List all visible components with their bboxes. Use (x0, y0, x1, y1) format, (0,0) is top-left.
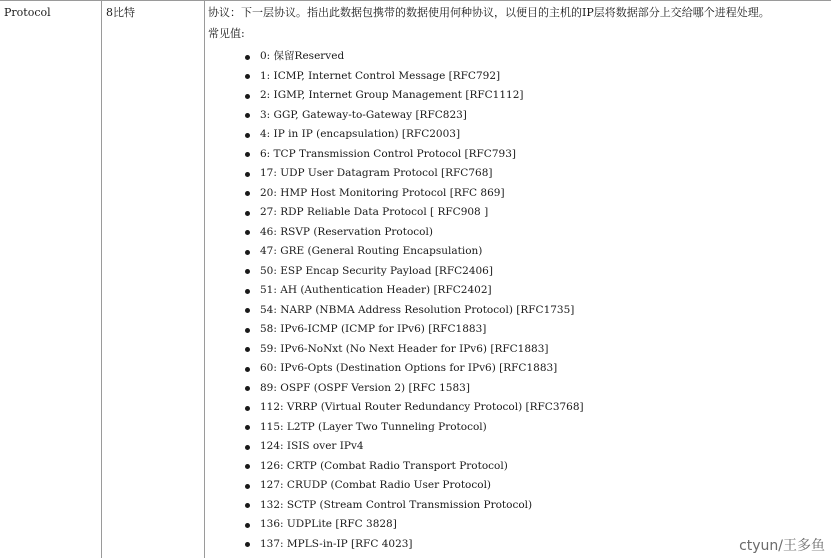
list-item (245, 496, 584, 516)
bullet-icon (245, 445, 250, 450)
bullet-icon (245, 464, 250, 469)
protocol-entry: 2: IGMP, Internet Group Management [RFC1112] (260, 89, 524, 101)
field-size-cell (102, 1, 205, 558)
list-item (245, 359, 584, 379)
list-item (245, 125, 584, 145)
protocol-entry: 50: ESP Encap Security Payload [RFC2406] (260, 264, 493, 277)
field-description-cell (205, 1, 831, 558)
bullet-icon (245, 230, 250, 235)
protocol-entry: 4: IP in IP (encapsulation) [RFC2003] (260, 128, 461, 140)
protocol-entry: 59: IPv6-NoNxt (No Next Header for IPv6) [RFC1883] (260, 342, 549, 355)
bullet-icon (245, 191, 250, 196)
list-item (245, 203, 584, 223)
bullet-icon (245, 269, 250, 274)
list-item (245, 476, 584, 496)
bullet-icon (245, 503, 250, 508)
list-item (245, 86, 584, 106)
bullet-icon (245, 328, 250, 333)
list-item (245, 281, 584, 301)
bullet-icon (245, 133, 250, 138)
bullet-icon (245, 542, 250, 547)
list-item (245, 184, 584, 204)
field-name-cell (0, 1, 102, 558)
field-size: 8比特 (106, 6, 135, 19)
protocol-entry: 27: RDP Reliable Data Protocol [ RFC908 ] (260, 206, 489, 218)
protocol-entry: 115: L2TP (Layer Two Tunneling Protocol) (260, 420, 487, 433)
bullet-icon (245, 523, 250, 528)
protocol-list (245, 47, 584, 554)
list-item (245, 320, 584, 340)
protocol-entry: 127: CRUDP (Combat Radio User Protocol) (260, 479, 492, 491)
bullet-icon (245, 367, 250, 372)
watermark: ctyun/王多鱼 (739, 538, 825, 554)
protocol-entry: 1: ICMP, Internet Control Message [RFC792] (260, 69, 501, 82)
protocol-entry: 20: HMP Host Monitoring Protocol [RFC 869] (260, 186, 505, 199)
list-item (245, 301, 584, 321)
bullet-icon (245, 152, 250, 157)
bullet-icon (245, 74, 250, 79)
protocol-entry: 47: GRE (General Routing Encapsulation) (260, 245, 483, 257)
list-item (245, 398, 584, 418)
list-item (245, 262, 584, 282)
protocol-entry: 54: NARP (NBMA Address Resolution Protocol) [RFC1735] (260, 303, 575, 316)
description-intro: 协议：下一层协议。指出此数据包携带的数据使用何种协议，以便目的主机的IP层将数据部分上交给哪个进程处理。 (208, 6, 770, 19)
bullet-icon (245, 406, 250, 411)
bullet-icon (245, 289, 250, 294)
protocol-entry: 137: MPLS-in-IP [RFC 4023] (260, 537, 413, 550)
protocol-entry: 60: IPv6-Opts (Destination Options for IPv6) [RFC1883] (260, 362, 558, 374)
protocol-entry: 112: VRRP (Virtual Router Redundancy Protocol) [RFC3768] (260, 401, 584, 413)
protocol-entry: 0: 保留Reserved (260, 50, 345, 62)
protocol-entry: 6: TCP Transmission Control Protocol [RFC793] (260, 147, 516, 160)
bullet-icon (245, 172, 250, 177)
bullet-icon (245, 347, 250, 352)
protocol-entry: 51: AH (Authentication Header) [RFC2402] (260, 284, 492, 296)
list-item (245, 515, 584, 535)
field-name: Protocol (4, 6, 51, 19)
protocol-entry: 136: UDPLite [RFC 3828] (260, 518, 397, 530)
list-item (245, 437, 584, 457)
list-item (245, 67, 584, 87)
list-item (245, 418, 584, 438)
bullet-icon (245, 113, 250, 118)
bullet-icon (245, 308, 250, 313)
protocol-entry: 58: IPv6-ICMP (ICMP for IPv6) [RFC1883] (260, 323, 487, 335)
bullet-icon (245, 484, 250, 489)
bullet-icon (245, 211, 250, 216)
list-item (245, 223, 584, 243)
protocol-entry: 17: UDP User Datagram Protocol [RFC768] (260, 167, 493, 179)
protocol-entry: 124: ISIS over IPv4 (260, 440, 364, 452)
bullet-icon (245, 386, 250, 391)
bullet-icon (245, 55, 250, 60)
list-item (245, 457, 584, 477)
bullet-icon (245, 425, 250, 430)
list-item (245, 340, 584, 360)
protocol-entry: 46: RSVP (Reservation Protocol) (260, 225, 433, 238)
common-values-label: 常见值: (208, 27, 245, 40)
list-item (245, 242, 584, 262)
bullet-icon (245, 94, 250, 99)
list-item (245, 379, 584, 399)
protocol-entry: 126: CRTP (Combat Radio Transport Protocol) (260, 459, 508, 472)
list-item (245, 47, 584, 67)
list-item (245, 535, 584, 555)
list-item (245, 145, 584, 165)
protocol-entry: 132: SCTP (Stream Control Transmission Protocol) (260, 498, 533, 511)
list-item (245, 164, 584, 184)
protocol-entry: 3: GGP, Gateway-to-Gateway [RFC823] (260, 108, 467, 121)
protocol-entry: 89: OSPF (OSPF Version 2) [RFC 1583] (260, 381, 470, 394)
list-item (245, 106, 584, 126)
bullet-icon (245, 250, 250, 255)
